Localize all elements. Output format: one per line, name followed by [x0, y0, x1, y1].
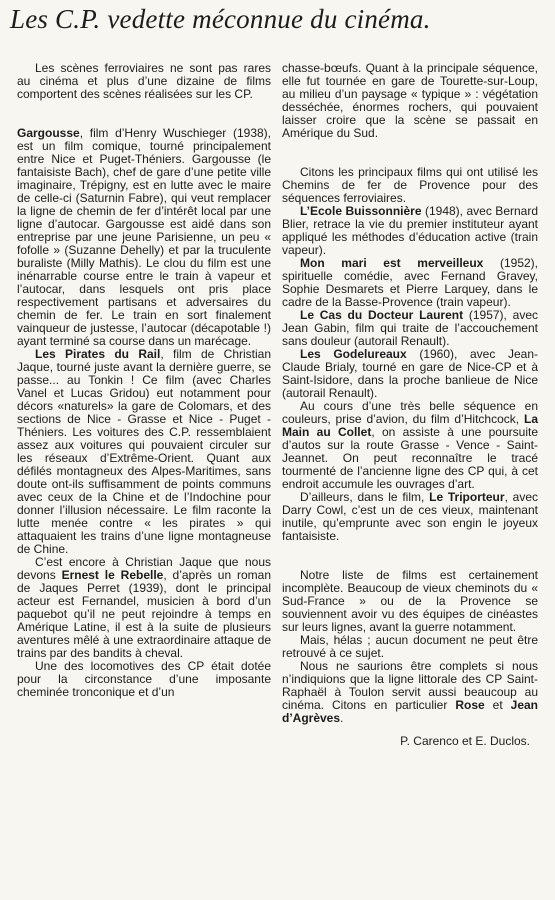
paragraph-text: (1952), spirituelle comédie, avec Fernand Gravey, Sophie Desmarets et Pierre Larquey, dans le cadre de la Basse-Provence (train vapeur).	[282, 256, 538, 309]
article-paragraph	[282, 166, 538, 205]
paragraph-text: Citons les principaux films qui ont utilisé les Chemins de fer de Provence pour des séquences ferroviaires.	[282, 165, 538, 205]
article-paragraph	[282, 257, 538, 309]
article-paragraph	[17, 127, 271, 348]
paragraph-text: (1960), avec Jean-Claude Brialy, tourné en gare de Nice-CP et à Saint-Isidore, dans la proche banlieue de Nice (autorail Renault).	[282, 347, 539, 400]
paragraph-text: Mais, hélas ; aucun document ne peut être retrouvé à ce sujet.	[282, 633, 538, 660]
paragraph-text: , d’après un roman de Jaques Perret (1939), dont le principal acteur est Fernandel, musicien à bord d’un paquebot qu’il ne peut rejoindre à temps en Amérique Latine, il est à la suite de plusieurs aventures mêlé à une extraordinaire attaque de trains par des bandits à cheval.	[17, 568, 271, 660]
article-paragraph	[282, 205, 538, 257]
author-signature: P. Carenco et E. Duclos.	[400, 734, 530, 748]
article-paragraph	[282, 569, 538, 634]
paragraph-text: Nous ne saurions être complets si nous n’indiquions que la ligne littorale des CP Saint-Raphaël à Toulon servit aussi beaucoup au cinéma. Citons en particulier	[282, 659, 538, 712]
paragraph-text: , on assiste à une poursuite d’autos sur la route Grasse - Vence - Saint-Jeannet. On peut reconnaître le tracé tourmenté de l’ancienne ligne des CP qui, à cet endroit accumule les ouvrages d’art.	[282, 425, 538, 491]
right-column	[282, 62, 538, 748]
film-title: Rose	[455, 698, 485, 712]
left-column	[17, 62, 271, 699]
paragraph-text: Notre liste de films est certainement incomplète. Beaucoup de vieux cheminots du « Sud-France » ou de la Provence se souviennent avoir vu des équipes de cinéastes sur leurs lignes, avant la guerre notamment.	[282, 568, 538, 634]
paragraph-text: Les scènes ferroviaires ne sont pas rares au cinéma et plus d’une dizaine de films comportent des scènes réalisées sur les CP.	[17, 61, 271, 101]
article-title: Les C.P. vedette méconnue du cinéma.	[10, 4, 431, 34]
film-title: Ernest le Rebelle	[61, 568, 164, 582]
film-title: Le Cas du Docteur Laurent	[300, 308, 464, 322]
paragraph-text: et	[484, 698, 511, 712]
paragraph-text: , film de Christian Jaque, tourné juste avant la dernière guerre, se passe... au Tonkin ! Ce film (avec Charles Vanel et Lucas Gridou) eut notamment pour décors «naturels» la gare de Colomars, et des sections de Nice - Grasse et Nice - Puget - Théniers. Les voitures des C.P. ressemblaient assez aux voitures qui pouvaient circuler sur les réseaux d’Extrême-Orient. Quant aux défilés montagneux des Alpes-Maritimes, sans doute ont-ils suffisamment de points communs avec ceux de la Chine et de l’Indochine pour donner l’illusion nécessaire. Le film raconte la lutte menée contre « les pirates » qui attaquaient les trains d’une ligne montagneuse de Chine.	[17, 347, 272, 556]
paragraph-text: C’est encore à Christian Jaque que nous devons	[17, 555, 271, 582]
film-title: Gargousse	[17, 126, 80, 140]
article-paragraph	[282, 491, 538, 543]
paragraph-text: Au cours d’une très belle séquence en couleurs, prise d’avion, du film d’Hitchcock,	[282, 399, 538, 426]
paragraph-text: (1948), avec Bernard Blier, retrace la vie du premier instituteur ayant appliqué les méthodes d’éducation active (train vapeur).	[282, 204, 538, 257]
paragraph-text: D’ailleurs, dans le film,	[300, 490, 430, 504]
article-paragraph	[17, 62, 271, 101]
paragraph-text: , film d’Henry Wuschieger (1938), est un film comique, tourné principalement entre Nice et Puget-Théniers. Gargousse (le fantaisiste Bach), chef de gare d’une petite ville imaginaire, Trépigny, est en lutte avec le maire de celle-ci (Saturnin Fabre), qui veut remplacer la ligne de chemin de fer d’intérêt local par une ligne d’autocar. Gargousse est aidé dans son entreprise par une jeune Parisienne, un peu « fofolle » (Suzanne Dehelly) et par la truculente buraliste (Milly Mathis). Le clou du film est une inénarrable course entre le train à vapeur et l’autocar, dans lesquels ont pris place respectivement partisans et adversaires du chemin de fer. Le train en sort finalement vainqueur de justesse, l’autocar (décapotable !) ayant terminé sa course dans un marécage.	[17, 126, 271, 348]
paragraph-text: chasse-bœufs. Quant à la principale séquence, elle fut tournée en gare de Tourette-sur-Loup, au milieu d’un paysage « typique » : végétation desséchée, énormes rochers, qui pouvaient laisser croire que la scène se passait en Amérique du Sud.	[282, 61, 538, 140]
film-title: Mon mari est merveilleux	[300, 256, 484, 270]
article-paragraph	[282, 62, 538, 140]
paragraph-text: .	[340, 711, 344, 725]
paragraph-text: Une des locomotives des CP était dotée pour la circonstance d’une imposante cheminée tronconique et d’un	[17, 659, 271, 699]
film-title: Les Pirates du Rail	[35, 347, 161, 361]
film-title: Les Godelureaux	[300, 347, 407, 361]
paragraph-text: , avec Darry Cowl, c’est un de ces vieux, maintenant inutile, qu’emprunte avec son engin le joyeux fantaisiste.	[282, 490, 539, 543]
article-paragraph	[282, 634, 538, 660]
film-title: L’Ecole Buissonnière	[300, 204, 422, 218]
article-paragraph	[282, 348, 538, 400]
film-title: Le Triporteur	[429, 490, 505, 504]
film-title: Jean d’Agrèves	[282, 698, 538, 725]
article-paragraph	[17, 348, 271, 556]
article-paragraph	[282, 309, 538, 348]
article-paragraph	[282, 400, 538, 491]
article-paragraph	[282, 660, 538, 725]
film-title: La Main au Collet	[282, 412, 538, 439]
article-paragraph	[17, 556, 271, 660]
paragraph-text: (1957), avec Jean Gabin, film qui traite de l’accouchement sans douleur (autorail Renault).	[282, 308, 538, 348]
article-paragraph	[17, 660, 271, 699]
